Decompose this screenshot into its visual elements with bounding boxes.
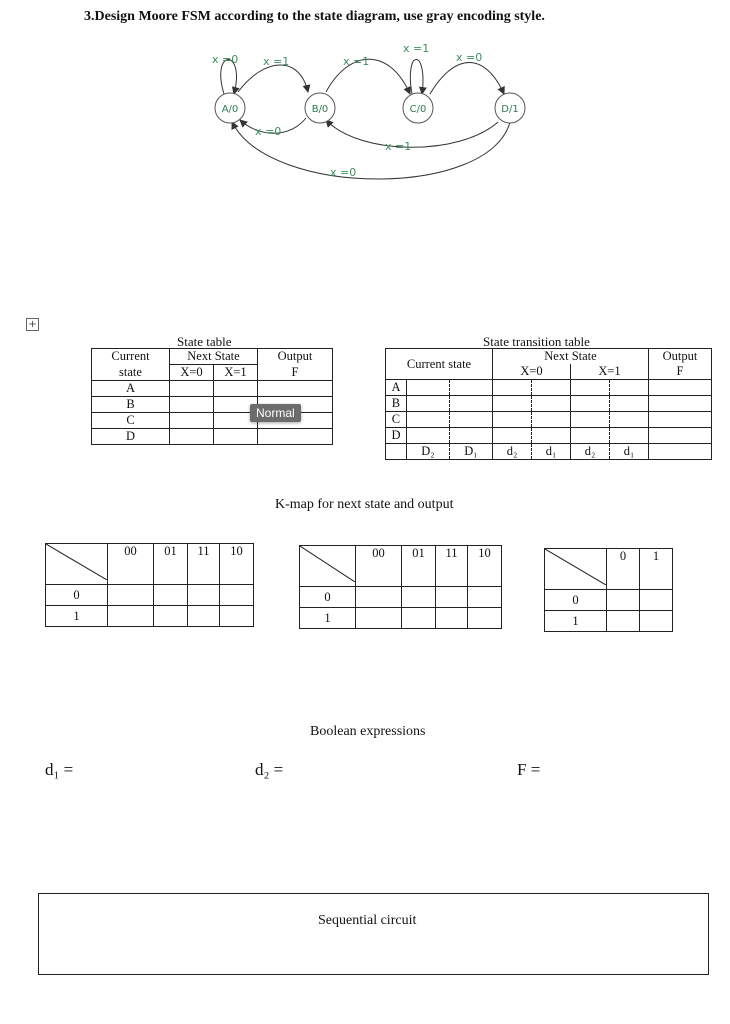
- transition-table-caption: State transition table: [483, 334, 590, 349]
- table-cell[interactable]: [493, 412, 532, 428]
- field-d1-x0-label: d₁: [532, 444, 571, 460]
- kmap-cell[interactable]: [402, 587, 436, 608]
- table-cell[interactable]: [532, 396, 571, 412]
- insert-handle-icon[interactable]: +: [26, 318, 39, 331]
- state-table-header-f: F: [258, 365, 333, 381]
- kmap-row-header: 0: [300, 587, 356, 608]
- state-node-b: [305, 93, 335, 123]
- table-cell[interactable]: [493, 380, 532, 396]
- label-b-to-c: x =1: [343, 55, 370, 68]
- edge-d-to-b: [326, 120, 498, 147]
- table-cell[interactable]: [170, 413, 214, 429]
- kmap-col-header: 0: [607, 549, 640, 590]
- boolean-caption: Boolean expressions: [310, 724, 426, 739]
- table-cell[interactable]: [258, 429, 333, 445]
- transition-table-row-label: D: [386, 428, 407, 444]
- table-cell[interactable]: [571, 412, 610, 428]
- kmap-row-header: 1: [46, 606, 108, 627]
- svg-text:B/0: B/0: [311, 104, 329, 115]
- table-cell[interactable]: [214, 429, 258, 445]
- svg-text:A/0: A/0: [221, 104, 239, 115]
- kmap-cell[interactable]: [108, 585, 154, 606]
- diagonal-divider: [300, 546, 355, 582]
- table-cell[interactable]: [449, 396, 492, 412]
- kmap-col-header: 01: [154, 544, 188, 585]
- edge-a-to-b: [238, 65, 308, 92]
- kmap-cell[interactable]: [154, 606, 188, 627]
- kmap-caption: K-map for next state and output: [275, 497, 454, 512]
- kmap-d2: [299, 545, 502, 629]
- table-cell[interactable]: [406, 380, 449, 396]
- kmap-cell[interactable]: [188, 585, 220, 606]
- transition-table-header-f: F: [649, 364, 712, 380]
- kmap-cell[interactable]: [108, 606, 154, 627]
- table-cell[interactable]: [610, 412, 649, 428]
- kmap-cell[interactable]: [356, 608, 402, 629]
- table-cell[interactable]: [649, 412, 712, 428]
- table-cell[interactable]: [214, 381, 258, 397]
- diagonal-divider: [46, 544, 107, 580]
- state-table-row-label: D: [92, 429, 170, 445]
- table-cell[interactable]: [610, 380, 649, 396]
- table-cell[interactable]: [170, 397, 214, 413]
- kmap-cell[interactable]: [188, 606, 220, 627]
- state-table: [91, 348, 333, 445]
- label-a-to-b: x =1: [263, 55, 290, 68]
- edge-c-to-d: [430, 63, 504, 95]
- diagonal-divider: [545, 549, 606, 585]
- table-cell[interactable]: [649, 428, 712, 444]
- sequential-circuit-box[interactable]: [38, 893, 709, 975]
- field-d2-x1-label: d₂: [571, 444, 610, 460]
- sequential-caption: Sequential circuit: [318, 913, 417, 928]
- state-node-d: [495, 93, 525, 123]
- kmap-corner: [46, 544, 108, 585]
- transition-table-header-current: Current state: [386, 349, 493, 380]
- state-table-header-current: Current: [92, 349, 170, 365]
- table-cell[interactable]: [610, 428, 649, 444]
- field-d1-label: D₁: [449, 444, 492, 460]
- expression-f[interactable]: F =: [517, 760, 541, 779]
- kmap-cell[interactable]: [468, 587, 502, 608]
- question-title: 3.Design Moore FSM according to the state diagram, use gray encoding style.: [84, 9, 545, 24]
- transition-table-header-next: Next State: [493, 349, 649, 365]
- transition-table-header-x1: X=1: [571, 364, 649, 380]
- svg-text:D/1: D/1: [501, 104, 519, 115]
- svg-text:C/0: C/0: [409, 104, 427, 115]
- kmap-col-header: 11: [436, 546, 468, 587]
- state-table-row-label: B: [92, 397, 170, 413]
- kmap-f: [544, 548, 673, 632]
- table-cell[interactable]: [493, 396, 532, 412]
- kmap-col-header: 1: [640, 549, 673, 590]
- kmap-col-header: 10: [220, 544, 254, 585]
- kmap-corner: [300, 546, 356, 587]
- kmap-cell[interactable]: [640, 611, 673, 632]
- transition-table-header-output: Output: [649, 349, 712, 365]
- transition-table-row-label: A: [386, 380, 407, 396]
- table-cell[interactable]: [532, 428, 571, 444]
- field-d1-x1-label: d₁: [610, 444, 649, 460]
- edge-self-c: [410, 60, 423, 95]
- kmap-cell[interactable]: [154, 585, 188, 606]
- state-table-header-x1: X=1: [214, 365, 258, 381]
- table-cell[interactable]: [610, 396, 649, 412]
- table-cell[interactable]: [532, 412, 571, 428]
- table-cell[interactable]: [571, 380, 610, 396]
- state-table-row-label: A: [92, 381, 170, 397]
- kmap-cell[interactable]: [356, 587, 402, 608]
- state-node-a: [215, 93, 245, 123]
- state-node-c: [403, 93, 433, 123]
- kmap-cell[interactable]: [436, 608, 468, 629]
- kmap-cell[interactable]: [220, 606, 254, 627]
- table-cell[interactable]: [406, 396, 449, 412]
- table-cell[interactable]: [449, 380, 492, 396]
- kmap-cell[interactable]: [436, 587, 468, 608]
- table-cell[interactable]: [258, 381, 333, 397]
- transition-table: [385, 348, 712, 460]
- table-cell[interactable]: [406, 428, 449, 444]
- kmap-col-header: 10: [468, 546, 502, 587]
- expression-d1[interactable]: d₁ =: [45, 760, 74, 779]
- kmap-row-header: 1: [300, 608, 356, 629]
- expression-d2[interactable]: d₂ =: [255, 760, 284, 779]
- table-cell[interactable]: [449, 428, 492, 444]
- state-table-header-output: Output: [258, 349, 333, 365]
- kmap-row-header: 1: [545, 611, 607, 632]
- transition-table-row-label: B: [386, 396, 407, 412]
- label-c-to-d: x =0: [456, 51, 483, 64]
- kmap-row-header: 0: [545, 590, 607, 611]
- table-cell[interactable]: [170, 429, 214, 445]
- state-table-header-x0: X=0: [170, 365, 214, 381]
- state-table-caption: State table: [177, 334, 232, 349]
- table-cell[interactable]: [449, 412, 492, 428]
- kmap-cell[interactable]: [640, 590, 673, 611]
- kmap-col-header: 11: [188, 544, 220, 585]
- kmap-col-header: 00: [108, 544, 154, 585]
- field-d2-x0-label: d₂: [493, 444, 532, 460]
- kmap-corner: [545, 549, 607, 590]
- transition-table-header-x0: X=0: [493, 364, 571, 380]
- table-cell[interactable]: [406, 412, 449, 428]
- state-table-header-state: state: [92, 365, 170, 381]
- label-d-to-b: x =1: [385, 140, 412, 153]
- label-self-c: x =1: [403, 42, 430, 55]
- field-d2-label: D₂: [406, 444, 449, 460]
- kmap-cell[interactable]: [607, 611, 640, 632]
- table-cell[interactable]: [532, 380, 571, 396]
- kmap-row-header: 0: [46, 585, 108, 606]
- table-cell: [386, 444, 407, 460]
- kmap-col-header: 01: [402, 546, 436, 587]
- table-cell[interactable]: [571, 428, 610, 444]
- kmap-cell[interactable]: [402, 608, 436, 629]
- transition-table-row-label: C: [386, 412, 407, 428]
- table-cell[interactable]: [571, 396, 610, 412]
- state-diagram: [180, 38, 560, 188]
- label-b-to-a: x =0: [255, 125, 282, 138]
- table-cell[interactable]: [493, 428, 532, 444]
- kmap-cell[interactable]: [468, 608, 502, 629]
- table-cell: [649, 444, 712, 460]
- label-d-to-a: x =0: [330, 166, 357, 179]
- kmap-cell[interactable]: [220, 585, 254, 606]
- style-tooltip: Normal: [250, 404, 301, 422]
- label-self-a: x =0: [212, 53, 239, 66]
- table-cell[interactable]: [649, 380, 712, 396]
- table-cell[interactable]: [170, 381, 214, 397]
- table-cell[interactable]: [649, 396, 712, 412]
- kmap-cell[interactable]: [607, 590, 640, 611]
- state-table-row-label: C: [92, 413, 170, 429]
- kmap-d1: [45, 543, 254, 627]
- kmap-col-header: 00: [356, 546, 402, 587]
- state-table-header-next: Next State: [170, 349, 258, 365]
